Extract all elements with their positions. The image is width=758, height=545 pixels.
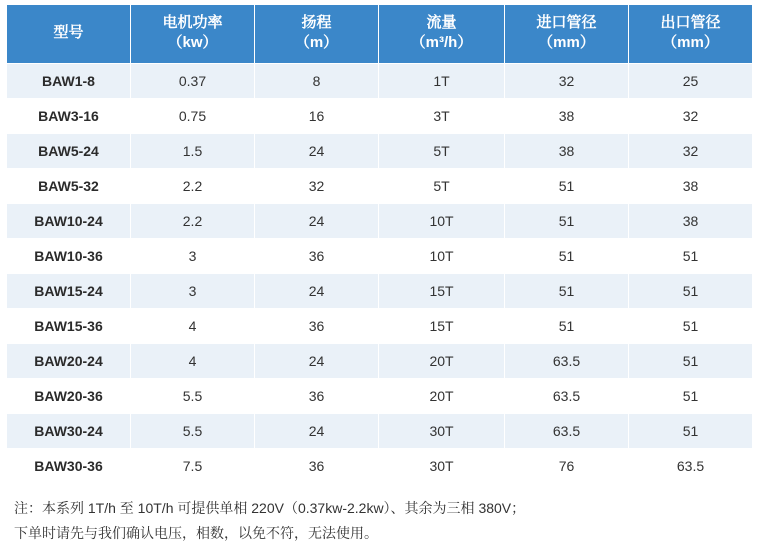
cell-head: 36 [255, 239, 379, 274]
cell-model: BAW30-36 [7, 449, 131, 484]
cell-flow: 3T [379, 99, 505, 134]
cell-model: BAW10-24 [7, 204, 131, 239]
cell-motor-power: 3 [131, 239, 255, 274]
table-row [7, 134, 753, 169]
cell-inlet-diameter: 63.5 [505, 414, 629, 449]
cell-motor-power: 3 [131, 274, 255, 309]
cell-head: 8 [255, 64, 379, 99]
table-row [7, 449, 753, 484]
cell-motor-power: 4 [131, 344, 255, 379]
column-header-line1: 进口管径 [507, 13, 626, 33]
cell-model: BAW5-24 [7, 134, 131, 169]
header-row [7, 5, 753, 64]
cell-head: 24 [255, 344, 379, 379]
cell-model: BAW3-16 [7, 99, 131, 134]
cell-outlet-diameter: 32 [629, 99, 753, 134]
cell-outlet-diameter: 38 [629, 169, 753, 204]
column-header-head [255, 5, 379, 64]
cell-flow: 5T [379, 134, 505, 169]
cell-head: 24 [255, 274, 379, 309]
cell-motor-power: 5.5 [131, 379, 255, 414]
cell-outlet-diameter: 38 [629, 204, 753, 239]
column-header-line2: （m³/h） [381, 33, 502, 53]
cell-model: BAW10-36 [7, 239, 131, 274]
cell-head: 16 [255, 99, 379, 134]
cell-head: 36 [255, 449, 379, 484]
column-header-line1: 流量 [381, 13, 502, 33]
cell-flow: 1T [379, 64, 505, 99]
cell-model: BAW15-36 [7, 309, 131, 344]
column-header-flow [379, 5, 505, 64]
table-row [7, 204, 753, 239]
cell-inlet-diameter: 63.5 [505, 344, 629, 379]
cell-motor-power: 1.5 [131, 134, 255, 169]
footnote-block [14, 496, 752, 545]
column-header-outlet-diameter [629, 5, 753, 64]
cell-flow: 10T [379, 204, 505, 239]
table-row [7, 379, 753, 414]
table-row [7, 64, 753, 99]
table-row [7, 99, 753, 134]
cell-model: BAW5-32 [7, 169, 131, 204]
table-row [7, 169, 753, 204]
table-body [7, 64, 753, 484]
column-header-motor-power [131, 5, 255, 64]
cell-outlet-diameter: 25 [629, 64, 753, 99]
cell-inlet-diameter: 63.5 [505, 379, 629, 414]
cell-motor-power: 2.2 [131, 169, 255, 204]
cell-model: BAW15-24 [7, 274, 131, 309]
cell-motor-power: 5.5 [131, 414, 255, 449]
cell-inlet-diameter: 32 [505, 64, 629, 99]
cell-outlet-diameter: 51 [629, 414, 753, 449]
footnote-line-2: 下单时请先与我们确认电压，相数，以免不符，无法使用。 [14, 521, 752, 545]
cell-head: 36 [255, 309, 379, 344]
cell-outlet-diameter: 51 [629, 239, 753, 274]
cell-head: 24 [255, 414, 379, 449]
cell-model: BAW30-24 [7, 414, 131, 449]
cell-outlet-diameter: 51 [629, 309, 753, 344]
cell-model: BAW1-8 [7, 64, 131, 99]
cell-flow: 20T [379, 344, 505, 379]
column-header-line1: 电机功率 [133, 13, 252, 33]
table-row [7, 414, 753, 449]
cell-inlet-diameter: 38 [505, 134, 629, 169]
column-header-line1: 型号 [9, 23, 128, 43]
cell-motor-power: 7.5 [131, 449, 255, 484]
column-header-line1: 出口管径 [631, 13, 750, 33]
cell-flow: 5T [379, 169, 505, 204]
cell-outlet-diameter: 63.5 [629, 449, 753, 484]
column-header-inlet-diameter [505, 5, 629, 64]
cell-outlet-diameter: 32 [629, 134, 753, 169]
cell-inlet-diameter: 51 [505, 309, 629, 344]
cell-head: 24 [255, 204, 379, 239]
cell-outlet-diameter: 51 [629, 274, 753, 309]
cell-inlet-diameter: 51 [505, 169, 629, 204]
cell-inlet-diameter: 38 [505, 99, 629, 134]
cell-inlet-diameter: 51 [505, 204, 629, 239]
cell-head: 32 [255, 169, 379, 204]
cell-outlet-diameter: 51 [629, 344, 753, 379]
column-header-line2: （mm） [507, 33, 626, 53]
cell-model: BAW20-24 [7, 344, 131, 379]
column-header-line1: 扬程 [257, 13, 376, 33]
pump-spec-table [6, 4, 753, 484]
cell-flow: 30T [379, 414, 505, 449]
table-row [7, 239, 753, 274]
cell-model: BAW20-36 [7, 379, 131, 414]
cell-motor-power: 0.37 [131, 64, 255, 99]
cell-flow: 30T [379, 449, 505, 484]
column-header-line2: （m） [257, 33, 376, 53]
cell-flow: 10T [379, 239, 505, 274]
column-header-model [7, 5, 131, 64]
table-row [7, 344, 753, 379]
table-row [7, 274, 753, 309]
cell-inlet-diameter: 76 [505, 449, 629, 484]
cell-flow: 20T [379, 379, 505, 414]
cell-flow: 15T [379, 309, 505, 344]
column-header-line2: （mm） [631, 33, 750, 53]
footnote-line-1: 注：本系列 1T/h 至 10T/h 可提供单相 220V（0.37kw-2.2kw）、其余为三相 380V； [14, 496, 752, 521]
cell-head: 24 [255, 134, 379, 169]
table-row [7, 309, 753, 344]
cell-outlet-diameter: 51 [629, 379, 753, 414]
cell-inlet-diameter: 51 [505, 274, 629, 309]
column-header-line2: （kw） [133, 33, 252, 53]
cell-head: 36 [255, 379, 379, 414]
table-header [7, 5, 753, 64]
cell-flow: 15T [379, 274, 505, 309]
cell-motor-power: 4 [131, 309, 255, 344]
cell-motor-power: 0.75 [131, 99, 255, 134]
cell-inlet-diameter: 51 [505, 239, 629, 274]
cell-motor-power: 2.2 [131, 204, 255, 239]
